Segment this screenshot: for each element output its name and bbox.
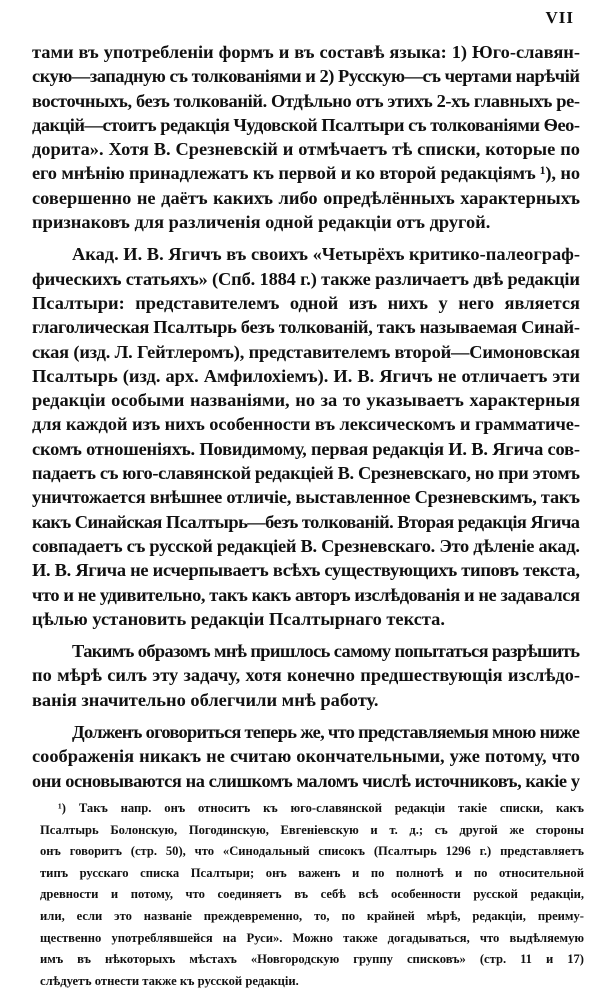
footnote-line: древности и потому, что соединяетъ въ себѣ всѣ особенности русской редакціи,	[40, 887, 584, 902]
paragraph	[32, 720, 580, 793]
text-line: ская (изд. Л. Гейтлеромъ), представителемъ второй—Симоновская	[32, 341, 580, 362]
text-line: дорита». Хотя В. Срезневскій и отмѣчаетъ тѣ списки, которые по	[32, 139, 580, 160]
text-line: какъ Синайская Псалтырь—безъ толкованій. Вторая редакція Ягича	[32, 511, 580, 532]
text-line: дакцій—стоитъ редакція Чудовской Псалтыри съ толкованіями Ѳео-	[32, 114, 580, 135]
text-line: уничтожается внѣшнее отличіе, выставленное Срезневскимъ, такъ	[32, 487, 580, 508]
text-line: его мнѣнію принадлежатъ къ первой и ко второй редакціямъ ¹), но	[32, 163, 580, 184]
footnote-line: имъ въ нѣкоторыхъ мѣстахъ «Новгородскую группу списковъ» (стр. 11 и 17)	[40, 952, 584, 967]
text-line: они основываются на слишкомъ маломъ числѣ источниковъ, какіе у	[32, 770, 580, 791]
footnote-line: щественно употреблявшейся на Руси». Можно также догадываться, что выдѣляемую	[40, 930, 584, 945]
text-line: Псалтырь (изд. арх. Амфилохіемъ). И. В. Ягичъ не отличаетъ эти	[32, 365, 580, 386]
footnote-line: онъ говоритъ (стр. 50), что «Синодальный списокъ (Псалтырь 1296 г.) представляетъ	[40, 844, 584, 859]
text-line: соображенія никакъ не считаю окончательными, уже потому, что	[32, 746, 580, 767]
text-line: глаголическая Псалтырь безъ толкованій, такъ называемая Синай-	[32, 317, 580, 338]
footnotes	[40, 798, 584, 992]
text-line: ванія значительно облегчили мнѣ работу.	[32, 689, 379, 710]
text-line: Псалтыри: представителемъ одной изъ нихъ у него является	[32, 292, 580, 313]
text-line: для каждой изъ нихъ особенности въ лексическомъ и грамматиче-	[32, 414, 580, 435]
text-line: падаетъ съ юго-славянской редакціей В. Срезневскаго, но при этомъ	[32, 463, 580, 484]
text-line: И. В. Ягича не исчерпываетъ всѣхъ существующихъ типовъ текста,	[32, 560, 580, 581]
body-text	[32, 40, 580, 801]
paragraph	[32, 40, 580, 234]
text-line: скую—западную съ толкованіями и 2) Русскую—съ чертами нарѣчій	[32, 66, 580, 87]
text-line: совершенно не даётъ какихъ либо опредѣлённыхъ характерныхъ	[32, 187, 580, 208]
text-line: Такимъ образомъ мнѣ пришлось самому попытаться разрѣшить	[72, 641, 580, 662]
text-line: фическихъ статьяхъ» (Спб. 1884 г.) также различаетъ двѣ редакціи	[32, 268, 580, 289]
text-line: Долженъ оговориться теперь же, что представляемыя мною ниже	[72, 722, 580, 743]
paragraph	[32, 242, 580, 631]
paragraph	[32, 639, 580, 712]
footnote-line: Псалтырь Болонскую, Погодинскую, Евгеніевскую и т. д.; съ другой же стороны	[40, 822, 584, 837]
text-line: цѣлью установить редакціи Псалтырнаго текста.	[32, 608, 445, 629]
text-line: тами въ употребленіи формъ и въ составѣ языка: 1) Юго-славян-	[32, 42, 580, 62]
text-line: скомъ отношеніяхъ. Повидимому, первая редакція И. В. Ягича сов-	[32, 438, 580, 459]
text-line: что и не удивительно, такъ какъ авторъ изслѣдованія и не задавался	[32, 584, 580, 605]
footnote-line: слѣдуетъ отнести также къ русской редакціи.	[40, 973, 299, 988]
text-line: совпадаетъ съ русской редакціей В. Срезневскаго. Это дѣленіе акад.	[32, 535, 580, 556]
footnote-line: типъ русскаго списка Псалтыри; онъ важенъ и по полнотѣ и по относительной	[40, 865, 584, 880]
text-line: Акад. И. В. Ягичъ въ своихъ «Четырёхъ критико-палеограф-	[72, 244, 580, 265]
page-number: VII	[545, 8, 574, 27]
footnote-line: ¹) Такъ напр. онъ относитъ къ юго-славянской редакціи такіе списки, какъ	[58, 801, 584, 815]
text-line: восточныхъ, безъ толкованій. Отдѣльно отъ этихъ 2-хъ главныхъ ре-	[32, 90, 580, 111]
text-line: признаковъ для различенія одной редакціи отъ другой.	[32, 212, 491, 233]
text-line: редакціи особыми названіями, но за то указываетъ характерныя	[32, 390, 580, 411]
footnote-line: или, если это названіе преждевременно, то, по крайней мѣрѣ, редакціи, преиму-	[40, 908, 584, 923]
text-line: по мѣрѣ силъ эту задачу, хотя конечно предшествующія изслѣдо-	[32, 665, 580, 686]
